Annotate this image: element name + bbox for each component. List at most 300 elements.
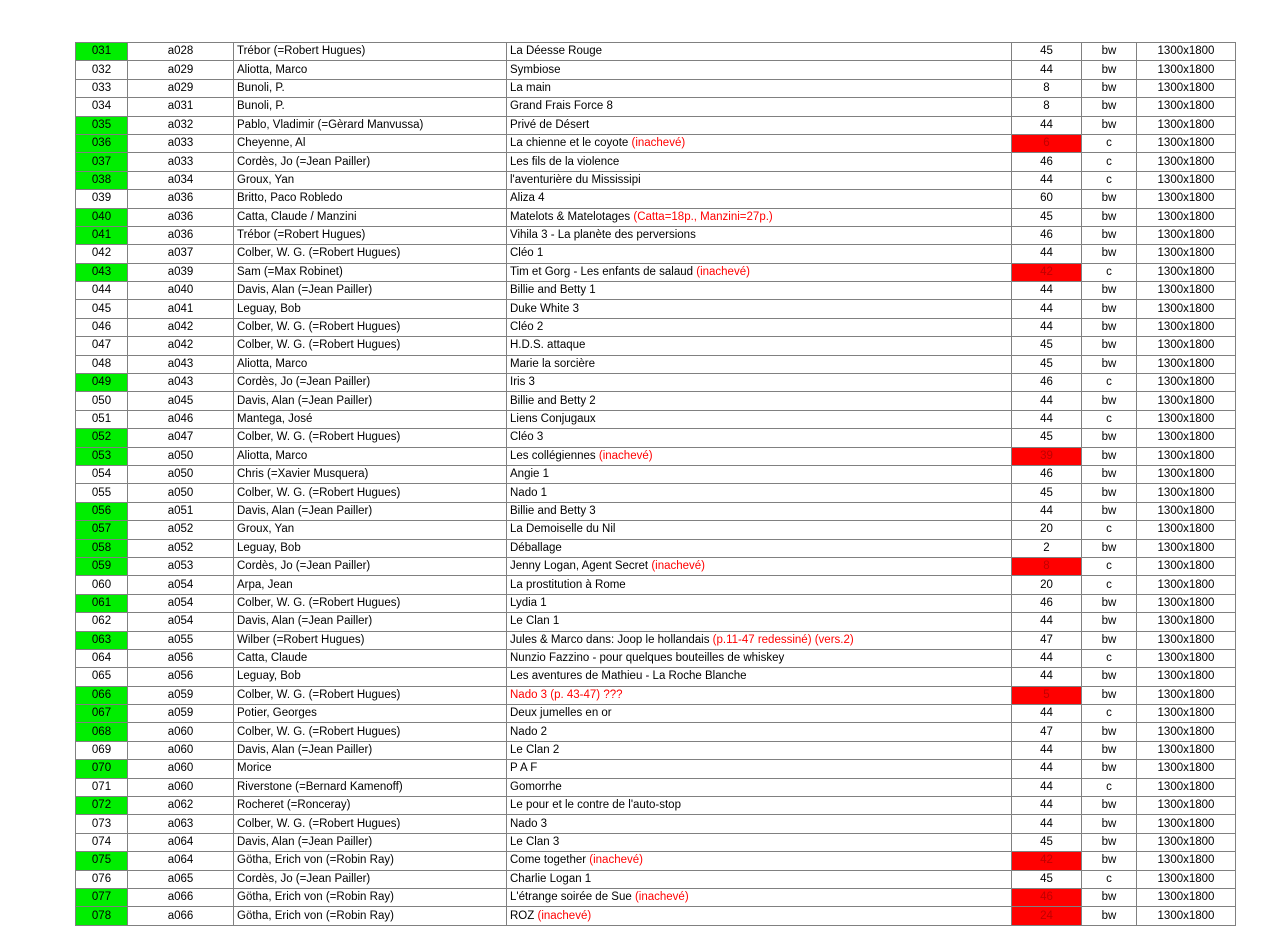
- cell-id[interactable]: 047: [76, 337, 128, 355]
- cell-id[interactable]: 048: [76, 355, 128, 373]
- cell-code[interactable]: a066: [128, 907, 234, 925]
- cell-color[interactable]: c: [1082, 410, 1137, 428]
- cell-pages[interactable]: 46: [1012, 153, 1082, 171]
- cell-code[interactable]: a043: [128, 355, 234, 373]
- table-row[interactable]: [76, 741, 1236, 759]
- cell-pages[interactable]: 47: [1012, 631, 1082, 649]
- cell-dimensions[interactable]: 1300x1800: [1137, 190, 1236, 208]
- cell-dimensions[interactable]: 1300x1800: [1137, 134, 1236, 152]
- cell-pages[interactable]: 44: [1012, 318, 1082, 336]
- cell-code[interactable]: a028: [128, 43, 234, 61]
- cell-dimensions[interactable]: 1300x1800: [1137, 79, 1236, 97]
- cell-title[interactable]: [507, 245, 1012, 263]
- cell-title[interactable]: [507, 355, 1012, 373]
- cell-pages[interactable]: 44: [1012, 61, 1082, 79]
- cell-id[interactable]: 057: [76, 521, 128, 539]
- cell-code[interactable]: a037: [128, 245, 234, 263]
- cell-title[interactable]: [507, 226, 1012, 244]
- cell-color[interactable]: bw: [1082, 429, 1137, 447]
- cell-author[interactable]: Colber, W. G. (=Robert Hugues): [234, 815, 507, 833]
- cell-pages[interactable]: 45: [1012, 429, 1082, 447]
- cell-author[interactable]: Mantega, José: [234, 410, 507, 428]
- cell-code[interactable]: a047: [128, 429, 234, 447]
- cell-author[interactable]: Trébor (=Robert Hugues): [234, 226, 507, 244]
- cell-id[interactable]: 059: [76, 557, 128, 575]
- cell-title[interactable]: [507, 116, 1012, 134]
- table-row[interactable]: [76, 888, 1236, 906]
- cell-dimensions[interactable]: 1300x1800: [1137, 374, 1236, 392]
- cell-id[interactable]: 049: [76, 374, 128, 392]
- cell-pages[interactable]: 46: [1012, 374, 1082, 392]
- cell-author[interactable]: Catta, Claude / Manzini: [234, 208, 507, 226]
- table-row[interactable]: [76, 208, 1236, 226]
- cell-pages[interactable]: 45: [1012, 355, 1082, 373]
- cell-author[interactable]: Colber, W. G. (=Robert Hugues): [234, 318, 507, 336]
- cell-dimensions[interactable]: 1300x1800: [1137, 888, 1236, 906]
- cell-title[interactable]: [507, 429, 1012, 447]
- cell-id[interactable]: 036: [76, 134, 128, 152]
- cell-color[interactable]: c: [1082, 521, 1137, 539]
- cell-title[interactable]: [507, 300, 1012, 318]
- cell-dimensions[interactable]: 1300x1800: [1137, 484, 1236, 502]
- cell-color[interactable]: c: [1082, 778, 1137, 796]
- cell-id[interactable]: 041: [76, 226, 128, 244]
- cell-dimensions[interactable]: 1300x1800: [1137, 797, 1236, 815]
- cell-title[interactable]: [507, 631, 1012, 649]
- cell-dimensions[interactable]: 1300x1800: [1137, 723, 1236, 741]
- table-row[interactable]: [76, 410, 1236, 428]
- cell-color[interactable]: bw: [1082, 539, 1137, 557]
- cell-id[interactable]: 039: [76, 190, 128, 208]
- table-row[interactable]: [76, 649, 1236, 667]
- cell-color[interactable]: c: [1082, 171, 1137, 189]
- cell-title[interactable]: [507, 282, 1012, 300]
- cell-id[interactable]: 032: [76, 61, 128, 79]
- cell-id[interactable]: 077: [76, 888, 128, 906]
- cell-dimensions[interactable]: 1300x1800: [1137, 61, 1236, 79]
- cell-title[interactable]: [507, 870, 1012, 888]
- cell-author[interactable]: Cordès, Jo (=Jean Pailler): [234, 870, 507, 888]
- cell-author[interactable]: Davis, Alan (=Jean Pailler): [234, 392, 507, 410]
- cell-pages[interactable]: 5: [1012, 686, 1082, 704]
- cell-id[interactable]: 063: [76, 631, 128, 649]
- cell-id[interactable]: 045: [76, 300, 128, 318]
- table-row[interactable]: [76, 778, 1236, 796]
- cell-title[interactable]: [507, 576, 1012, 594]
- cell-id[interactable]: 044: [76, 282, 128, 300]
- cell-dimensions[interactable]: 1300x1800: [1137, 705, 1236, 723]
- cell-code[interactable]: a064: [128, 852, 234, 870]
- cell-code[interactable]: a042: [128, 337, 234, 355]
- cell-author[interactable]: Potier, Georges: [234, 705, 507, 723]
- cell-id[interactable]: 065: [76, 668, 128, 686]
- cell-pages[interactable]: 44: [1012, 668, 1082, 686]
- cell-author[interactable]: Götha, Erich von (=Robin Ray): [234, 888, 507, 906]
- cell-author[interactable]: Leguay, Bob: [234, 668, 507, 686]
- cell-id[interactable]: 064: [76, 649, 128, 667]
- cell-code[interactable]: a051: [128, 502, 234, 520]
- cell-code[interactable]: a050: [128, 484, 234, 502]
- table-row[interactable]: [76, 153, 1236, 171]
- table-row[interactable]: [76, 116, 1236, 134]
- cell-code[interactable]: a046: [128, 410, 234, 428]
- cell-dimensions[interactable]: 1300x1800: [1137, 907, 1236, 925]
- cell-author[interactable]: Bunoli, P.: [234, 79, 507, 97]
- cell-author[interactable]: Groux, Yan: [234, 171, 507, 189]
- table-row[interactable]: [76, 318, 1236, 336]
- cell-id[interactable]: 060: [76, 576, 128, 594]
- cell-id[interactable]: 035: [76, 116, 128, 134]
- cell-color[interactable]: bw: [1082, 318, 1137, 336]
- cell-title[interactable]: [507, 815, 1012, 833]
- cell-title[interactable]: [507, 374, 1012, 392]
- cell-author[interactable]: Wilber (=Robert Hugues): [234, 631, 507, 649]
- cell-title[interactable]: [507, 760, 1012, 778]
- cell-title[interactable]: [507, 502, 1012, 520]
- cell-code[interactable]: a042: [128, 318, 234, 336]
- cell-color[interactable]: bw: [1082, 79, 1137, 97]
- cell-author[interactable]: Leguay, Bob: [234, 539, 507, 557]
- cell-dimensions[interactable]: 1300x1800: [1137, 631, 1236, 649]
- cell-id[interactable]: 070: [76, 760, 128, 778]
- cell-dimensions[interactable]: 1300x1800: [1137, 668, 1236, 686]
- cell-color[interactable]: bw: [1082, 668, 1137, 686]
- table-row[interactable]: [76, 631, 1236, 649]
- cell-author[interactable]: Cordès, Jo (=Jean Pailler): [234, 374, 507, 392]
- cell-color[interactable]: c: [1082, 374, 1137, 392]
- cell-color[interactable]: bw: [1082, 245, 1137, 263]
- cell-dimensions[interactable]: 1300x1800: [1137, 649, 1236, 667]
- table-row[interactable]: [76, 300, 1236, 318]
- cell-title[interactable]: [507, 557, 1012, 575]
- cell-pages[interactable]: 24: [1012, 907, 1082, 925]
- cell-author[interactable]: Morice: [234, 760, 507, 778]
- cell-pages[interactable]: 44: [1012, 815, 1082, 833]
- cell-title[interactable]: [507, 98, 1012, 116]
- cell-title[interactable]: [507, 318, 1012, 336]
- cell-code[interactable]: a033: [128, 134, 234, 152]
- cell-pages[interactable]: 45: [1012, 43, 1082, 61]
- cell-title[interactable]: [507, 668, 1012, 686]
- cell-author[interactable]: Aliotta, Marco: [234, 355, 507, 373]
- cell-dimensions[interactable]: 1300x1800: [1137, 300, 1236, 318]
- cell-color[interactable]: bw: [1082, 392, 1137, 410]
- cell-color[interactable]: bw: [1082, 208, 1137, 226]
- cell-code[interactable]: a040: [128, 282, 234, 300]
- cell-pages[interactable]: 44: [1012, 410, 1082, 428]
- table-row[interactable]: [76, 594, 1236, 612]
- cell-pages[interactable]: 46: [1012, 226, 1082, 244]
- cell-title[interactable]: [507, 43, 1012, 61]
- cell-color[interactable]: bw: [1082, 190, 1137, 208]
- cell-dimensions[interactable]: 1300x1800: [1137, 447, 1236, 465]
- cell-id[interactable]: 056: [76, 502, 128, 520]
- cell-title[interactable]: [507, 705, 1012, 723]
- cell-code[interactable]: a055: [128, 631, 234, 649]
- cell-id[interactable]: 078: [76, 907, 128, 925]
- cell-color[interactable]: bw: [1082, 631, 1137, 649]
- table-row[interactable]: [76, 815, 1236, 833]
- cell-title[interactable]: [507, 649, 1012, 667]
- cell-pages[interactable]: 44: [1012, 741, 1082, 759]
- cell-color[interactable]: bw: [1082, 282, 1137, 300]
- cell-pages[interactable]: 47: [1012, 723, 1082, 741]
- cell-title[interactable]: [507, 852, 1012, 870]
- cell-dimensions[interactable]: 1300x1800: [1137, 465, 1236, 483]
- cell-title[interactable]: [507, 171, 1012, 189]
- cell-dimensions[interactable]: 1300x1800: [1137, 282, 1236, 300]
- cell-pages[interactable]: 8: [1012, 79, 1082, 97]
- table-row[interactable]: [76, 98, 1236, 116]
- cell-code[interactable]: a054: [128, 576, 234, 594]
- cell-dimensions[interactable]: 1300x1800: [1137, 502, 1236, 520]
- cell-id[interactable]: 073: [76, 815, 128, 833]
- cell-dimensions[interactable]: 1300x1800: [1137, 116, 1236, 134]
- table-row[interactable]: [76, 705, 1236, 723]
- cell-pages[interactable]: 45: [1012, 484, 1082, 502]
- table-row[interactable]: [76, 521, 1236, 539]
- cell-title[interactable]: [507, 888, 1012, 906]
- table-row[interactable]: [76, 668, 1236, 686]
- table-row[interactable]: [76, 465, 1236, 483]
- cell-id[interactable]: 074: [76, 833, 128, 851]
- cell-color[interactable]: bw: [1082, 741, 1137, 759]
- table-row[interactable]: [76, 502, 1236, 520]
- cell-code[interactable]: a050: [128, 447, 234, 465]
- cell-title[interactable]: [507, 484, 1012, 502]
- cell-dimensions[interactable]: 1300x1800: [1137, 410, 1236, 428]
- cell-code[interactable]: a036: [128, 190, 234, 208]
- cell-author[interactable]: Catta, Claude: [234, 649, 507, 667]
- cell-author[interactable]: Colber, W. G. (=Robert Hugues): [234, 723, 507, 741]
- cell-code[interactable]: a063: [128, 815, 234, 833]
- cell-pages[interactable]: 44: [1012, 649, 1082, 667]
- cell-id[interactable]: 055: [76, 484, 128, 502]
- cell-author[interactable]: Götha, Erich von (=Robin Ray): [234, 907, 507, 925]
- cell-dimensions[interactable]: 1300x1800: [1137, 741, 1236, 759]
- cell-title[interactable]: [507, 613, 1012, 631]
- cell-color[interactable]: c: [1082, 153, 1137, 171]
- cell-author[interactable]: Colber, W. G. (=Robert Hugues): [234, 686, 507, 704]
- cell-color[interactable]: bw: [1082, 833, 1137, 851]
- cell-pages[interactable]: 44: [1012, 116, 1082, 134]
- cell-id[interactable]: 038: [76, 171, 128, 189]
- cell-dimensions[interactable]: 1300x1800: [1137, 870, 1236, 888]
- cell-author[interactable]: Sam (=Max Robinet): [234, 263, 507, 281]
- cell-title[interactable]: [507, 833, 1012, 851]
- cell-id[interactable]: 034: [76, 98, 128, 116]
- cell-id[interactable]: 076: [76, 870, 128, 888]
- cell-title[interactable]: [507, 61, 1012, 79]
- cell-title[interactable]: [507, 447, 1012, 465]
- cell-color[interactable]: bw: [1082, 61, 1137, 79]
- cell-dimensions[interactable]: 1300x1800: [1137, 852, 1236, 870]
- cell-code[interactable]: a054: [128, 594, 234, 612]
- cell-author[interactable]: Aliotta, Marco: [234, 447, 507, 465]
- cell-pages[interactable]: 45: [1012, 208, 1082, 226]
- cell-id[interactable]: 052: [76, 429, 128, 447]
- cell-title[interactable]: [507, 465, 1012, 483]
- cell-title[interactable]: [507, 723, 1012, 741]
- cell-id[interactable]: 046: [76, 318, 128, 336]
- cell-id[interactable]: 068: [76, 723, 128, 741]
- cell-title[interactable]: [507, 190, 1012, 208]
- cell-id[interactable]: 033: [76, 79, 128, 97]
- cell-code[interactable]: a029: [128, 61, 234, 79]
- cell-pages[interactable]: 45: [1012, 870, 1082, 888]
- cell-dimensions[interactable]: 1300x1800: [1137, 760, 1236, 778]
- cell-author[interactable]: Colber, W. G. (=Robert Hugues): [234, 429, 507, 447]
- table-row[interactable]: [76, 576, 1236, 594]
- cell-code[interactable]: a060: [128, 760, 234, 778]
- cell-pages[interactable]: 44: [1012, 171, 1082, 189]
- cell-code[interactable]: a056: [128, 668, 234, 686]
- cell-author[interactable]: Britto, Paco Robledo: [234, 190, 507, 208]
- table-row[interactable]: [76, 686, 1236, 704]
- cell-dimensions[interactable]: 1300x1800: [1137, 778, 1236, 796]
- cell-dimensions[interactable]: 1300x1800: [1137, 815, 1236, 833]
- cell-dimensions[interactable]: 1300x1800: [1137, 153, 1236, 171]
- cell-color[interactable]: bw: [1082, 907, 1137, 925]
- table-row[interactable]: [76, 852, 1236, 870]
- cell-color[interactable]: bw: [1082, 355, 1137, 373]
- cell-code[interactable]: a065: [128, 870, 234, 888]
- cell-id[interactable]: 072: [76, 797, 128, 815]
- cell-dimensions[interactable]: 1300x1800: [1137, 171, 1236, 189]
- cell-id[interactable]: 050: [76, 392, 128, 410]
- cell-pages[interactable]: 44: [1012, 300, 1082, 318]
- cell-author[interactable]: Davis, Alan (=Jean Pailler): [234, 282, 507, 300]
- cell-title[interactable]: [507, 410, 1012, 428]
- cell-pages[interactable]: 20: [1012, 521, 1082, 539]
- cell-dimensions[interactable]: 1300x1800: [1137, 613, 1236, 631]
- cell-id[interactable]: 071: [76, 778, 128, 796]
- cell-id[interactable]: 042: [76, 245, 128, 263]
- cell-title[interactable]: [507, 539, 1012, 557]
- cell-pages[interactable]: 44: [1012, 797, 1082, 815]
- cell-dimensions[interactable]: 1300x1800: [1137, 318, 1236, 336]
- table-row[interactable]: [76, 539, 1236, 557]
- cell-id[interactable]: 037: [76, 153, 128, 171]
- table-row[interactable]: [76, 723, 1236, 741]
- cell-pages[interactable]: 44: [1012, 392, 1082, 410]
- cell-code[interactable]: a064: [128, 833, 234, 851]
- cell-title[interactable]: [507, 741, 1012, 759]
- cell-color[interactable]: c: [1082, 705, 1137, 723]
- table-row[interactable]: [76, 613, 1236, 631]
- cell-id[interactable]: 051: [76, 410, 128, 428]
- cell-title[interactable]: [507, 594, 1012, 612]
- cell-color[interactable]: bw: [1082, 797, 1137, 815]
- table-row[interactable]: [76, 760, 1236, 778]
- table-row[interactable]: [76, 134, 1236, 152]
- table-row[interactable]: [76, 171, 1236, 189]
- cell-author[interactable]: Davis, Alan (=Jean Pailler): [234, 741, 507, 759]
- cell-color[interactable]: bw: [1082, 226, 1137, 244]
- cell-dimensions[interactable]: 1300x1800: [1137, 263, 1236, 281]
- cell-color[interactable]: c: [1082, 870, 1137, 888]
- cell-title[interactable]: [507, 686, 1012, 704]
- cell-color[interactable]: bw: [1082, 613, 1137, 631]
- cell-code[interactable]: a029: [128, 79, 234, 97]
- table-row[interactable]: [76, 337, 1236, 355]
- cell-dimensions[interactable]: 1300x1800: [1137, 539, 1236, 557]
- cell-title[interactable]: [507, 134, 1012, 152]
- cell-id[interactable]: 031: [76, 43, 128, 61]
- cell-pages[interactable]: 44: [1012, 705, 1082, 723]
- cell-code[interactable]: a062: [128, 797, 234, 815]
- cell-code[interactable]: a052: [128, 521, 234, 539]
- cell-pages[interactable]: 44: [1012, 245, 1082, 263]
- cell-color[interactable]: bw: [1082, 594, 1137, 612]
- cell-title[interactable]: [507, 153, 1012, 171]
- cell-id[interactable]: 040: [76, 208, 128, 226]
- cell-dimensions[interactable]: 1300x1800: [1137, 98, 1236, 116]
- cell-author[interactable]: Davis, Alan (=Jean Pailler): [234, 613, 507, 631]
- cell-color[interactable]: bw: [1082, 447, 1137, 465]
- table-row[interactable]: [76, 263, 1236, 281]
- table-row[interactable]: [76, 226, 1236, 244]
- cell-pages[interactable]: 2: [1012, 539, 1082, 557]
- cell-dimensions[interactable]: 1300x1800: [1137, 521, 1236, 539]
- cell-id[interactable]: 043: [76, 263, 128, 281]
- cell-color[interactable]: bw: [1082, 484, 1137, 502]
- cell-code[interactable]: a045: [128, 392, 234, 410]
- cell-title[interactable]: [507, 208, 1012, 226]
- cell-author[interactable]: Bunoli, P.: [234, 98, 507, 116]
- cell-id[interactable]: 054: [76, 465, 128, 483]
- cell-id[interactable]: 075: [76, 852, 128, 870]
- cell-author[interactable]: Davis, Alan (=Jean Pailler): [234, 833, 507, 851]
- cell-color[interactable]: bw: [1082, 300, 1137, 318]
- cell-author[interactable]: Leguay, Bob: [234, 300, 507, 318]
- cell-code[interactable]: a056: [128, 649, 234, 667]
- table-row[interactable]: [76, 907, 1236, 925]
- cell-title[interactable]: [507, 79, 1012, 97]
- cell-pages[interactable]: 44: [1012, 613, 1082, 631]
- cell-pages[interactable]: 46: [1012, 594, 1082, 612]
- table-row[interactable]: [76, 447, 1236, 465]
- cell-color[interactable]: bw: [1082, 815, 1137, 833]
- cell-author[interactable]: Colber, W. G. (=Robert Hugues): [234, 484, 507, 502]
- cell-dimensions[interactable]: 1300x1800: [1137, 833, 1236, 851]
- cell-color[interactable]: c: [1082, 263, 1137, 281]
- cell-title[interactable]: [507, 907, 1012, 925]
- cell-author[interactable]: Colber, W. G. (=Robert Hugues): [234, 594, 507, 612]
- cell-code[interactable]: a060: [128, 723, 234, 741]
- cell-author[interactable]: Chris (=Xavier Musquera): [234, 465, 507, 483]
- cell-color[interactable]: c: [1082, 134, 1137, 152]
- cell-code[interactable]: a043: [128, 374, 234, 392]
- cell-id[interactable]: 061: [76, 594, 128, 612]
- table-row[interactable]: [76, 190, 1236, 208]
- cell-color[interactable]: bw: [1082, 723, 1137, 741]
- cell-author[interactable]: Pablo, Vladimir (=Gèrard Manvussa): [234, 116, 507, 134]
- cell-code[interactable]: a036: [128, 208, 234, 226]
- cell-pages[interactable]: 46: [1012, 465, 1082, 483]
- cell-color[interactable]: bw: [1082, 98, 1137, 116]
- cell-code[interactable]: a060: [128, 778, 234, 796]
- table-row[interactable]: [76, 870, 1236, 888]
- table-row[interactable]: [76, 797, 1236, 815]
- cell-author[interactable]: Arpa, Jean: [234, 576, 507, 594]
- cell-color[interactable]: c: [1082, 649, 1137, 667]
- cell-code[interactable]: a054: [128, 613, 234, 631]
- cell-code[interactable]: a041: [128, 300, 234, 318]
- cell-dimensions[interactable]: 1300x1800: [1137, 594, 1236, 612]
- cell-pages[interactable]: 39: [1012, 447, 1082, 465]
- cell-code[interactable]: a034: [128, 171, 234, 189]
